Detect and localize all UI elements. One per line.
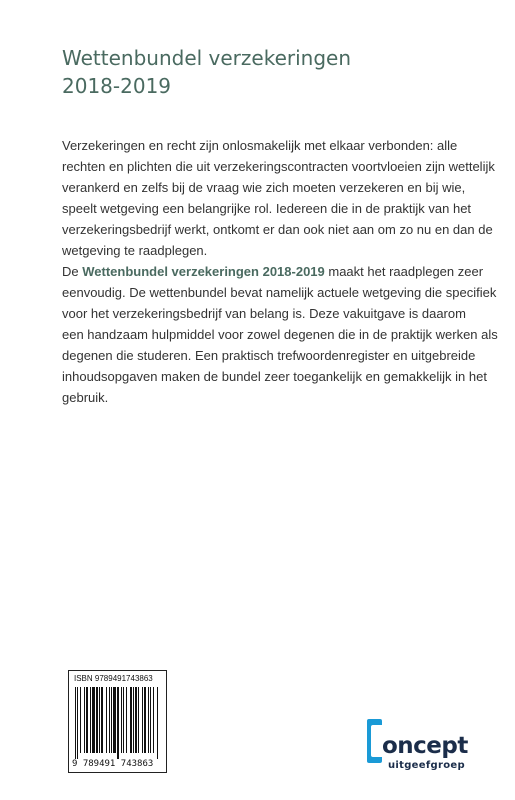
paragraph-2-line: inhoudsopgaven maken de bundel zeer toegankelijk en gemakkelijk in het (62, 369, 487, 384)
barcode-bar (113, 687, 116, 753)
barcode-bar (90, 687, 91, 753)
barcode-bar (84, 687, 85, 753)
paragraph-2-line: degenen die studeren. Een praktisch trefwoordenregister en uitgebreide (62, 348, 476, 363)
paragraph-1-line: verankerd en zelfs bij de vraag wie zich moeten verzekeren en bij wie, (62, 180, 466, 195)
book-title-inline: Wettenbundel verzekeringen 2018-2019 (82, 264, 325, 279)
barcode-bar (99, 687, 100, 753)
isbn-barcode (68, 670, 167, 773)
barcode-bar (121, 687, 122, 753)
barcode-bar (80, 687, 81, 753)
barcode-bar (111, 687, 112, 753)
description-paragraph-1 (62, 135, 495, 261)
paragraph-1-line: rechten en plichten die uit verzekeringscontracten voortvloeien zijn wettelijk (62, 159, 495, 174)
paragraph-2-line: een handzaam hulpmiddel voor zowel degenen die in de praktijk werken als (62, 327, 498, 342)
barcode-bar (96, 687, 98, 753)
barcode-bar (153, 687, 154, 753)
barcode-bar (86, 687, 88, 753)
barcode-bar (157, 687, 158, 759)
barcode-bar (150, 687, 151, 753)
paragraph-1-line: wetgeving te raadplegen. (62, 243, 208, 258)
logo-c-mark (367, 719, 382, 763)
paragraph-2-first-line (62, 261, 482, 282)
logo-wordmark: oncept (382, 733, 468, 759)
isbn-digits (72, 759, 153, 769)
barcode-bar (133, 687, 134, 753)
book-title-line-1: Wettenbundel verzekeringen (62, 46, 352, 70)
barcode-bar (117, 687, 119, 759)
paragraph-2-line: eenvoudig. De wettenbundel bevat namelijk actuele wetgeving die specifiek (62, 285, 497, 300)
barcode-bars (73, 687, 162, 759)
isbn-digit-first: 9 (72, 759, 78, 769)
barcode-bar (92, 687, 95, 753)
barcode-bar (101, 687, 103, 753)
isbn-digits-group-1: 789491 (82, 759, 116, 769)
paragraph-1-line: speelt wetgeving een belangrijke rol. Iedereen die in de praktijk van het (62, 201, 472, 216)
isbn-label: ISBN 9789491743863 (74, 674, 153, 683)
barcode-bar (75, 687, 76, 759)
barcode-bar (123, 687, 124, 753)
barcode-bar (138, 687, 139, 753)
barcode-bar (135, 687, 137, 753)
paragraph-2-suffix: maakt het raadplegen zeer (324, 264, 484, 279)
barcode-bar (109, 687, 110, 753)
isbn-digits-group-2: 743863 (120, 759, 154, 769)
paragraph-2-prefix: De (62, 264, 83, 279)
paragraph-1-line: verzekeringsbedrijf werkt, ontkomt er dan ook niet aan om zo nu en dan de (62, 222, 493, 237)
barcode-bar (142, 687, 143, 753)
barcode-bar (106, 687, 107, 753)
logo-subtitle: uitgeefgroep (388, 760, 465, 771)
book-title-line-2: 2018-2019 (62, 74, 172, 98)
barcode-bar (130, 687, 132, 753)
publisher-logo (367, 719, 477, 773)
paragraph-1-line: Verzekeringen en recht zijn onlosmakelijk met elkaar verbonden: alle (62, 138, 458, 153)
description-paragraph-2 (62, 261, 498, 408)
barcode-bar (77, 687, 78, 759)
paragraph-2-line: voor het verzekeringsbedrijf van belang is. Deze vakuitgave is daarom (62, 306, 466, 321)
barcode-bar (144, 687, 146, 753)
paragraph-2-line: gebruik. (62, 390, 109, 405)
book-title (62, 44, 351, 100)
barcode-bar (126, 687, 127, 753)
barcode-bar (148, 687, 149, 753)
